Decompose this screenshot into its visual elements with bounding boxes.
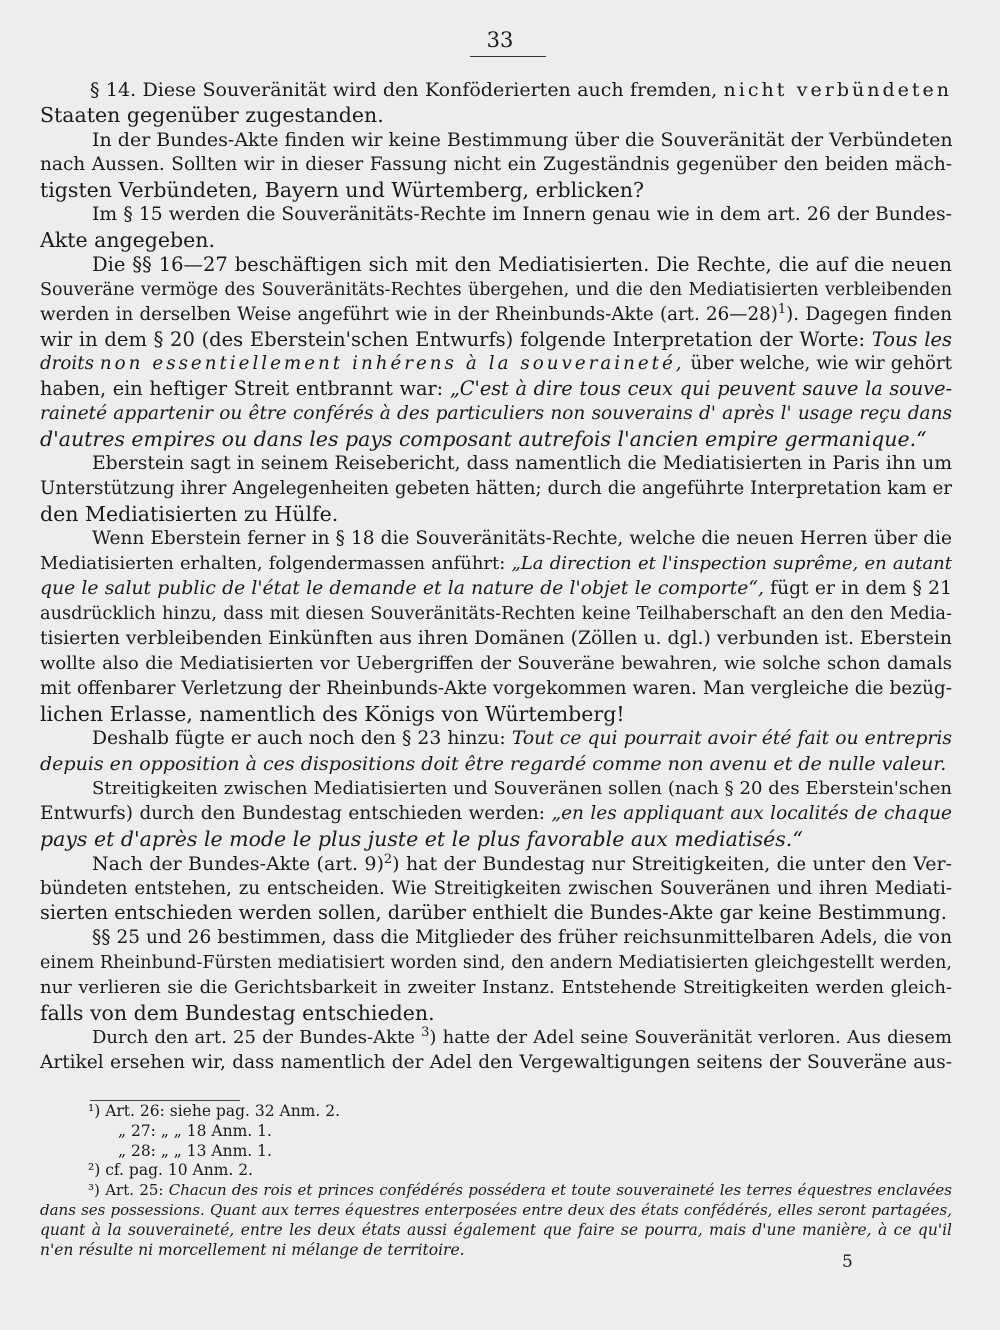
spaced-text: nicht verbündeten [723,79,952,101]
text-run: § 14. Diese Souveränität wird den Konföderierten auch fremden, [90,79,724,101]
paragraph-4-line-1: Die §§ 16—27 beschäftigen sich mit den Mediatisierten. Die Rechte, die auf die neuen [92,252,952,276]
paragraph-2-line-3: tigsten Verbündeten, Bayern und Würtemberg, erblicken? [40,177,644,202]
paragraph-6-line-4: ausdrücklich hinzu, dass mit diesen Souveränitäts-Rechten keine Teilhaberschaft an den den Media- [40,604,952,625]
paragraph-10-line-1: §§ 25 und 26 bestimmen, dass die Mitglieder des früher reichsunmittelbaren Adels, die von [92,927,952,949]
footnote-3-line-3: quant à la souveraineté, entre les deux états aussi également que faire se pourra, mais d'une manière, à ce qu'il [40,1220,952,1239]
paragraph-1-line-2: Staaten gegenüber zugestanden. [40,102,384,127]
footnotes [40,1102,952,1260]
paragraph-2-line-2: nach Aussen. Sollten wir in dieser Fassung nicht ein Zugeständnis gegenüber den beiden mäch- [40,153,952,175]
paragraph-3-line-2: Akte angegeben. [40,227,216,252]
paragraph-6-line-8: lichen Erlasse, namentlich des Königs von Würtemberg! [40,701,625,726]
italic-quote: „C'est à dire tous ceux qui peuvent sauve la souve- [449,377,952,401]
footnote-ref-3: 3 [421,1025,430,1041]
paragraph-11-line-1 [40,1026,952,1051]
paragraph-6-line-3 [40,577,952,602]
paragraph-4-line-8: d'autres empires ou dans les pays composant autrefois l'ancien empire germanique.“ [40,427,927,452]
paragraph-7-line-2: depuis en opposition à ces dispositions doit être regardé comme non avenu et de nulle valeur. [40,752,947,775]
paragraph-4-line-4 [40,328,952,353]
paragraph-9-line-1 [40,852,952,877]
italic-quote: „La direction et l'inspection suprême, en autant [511,553,952,575]
text-run: werden in derselben Weise angeführt wie in der Rheinbunds-Akte (art. 26—28) [40,303,778,325]
footnote-ref-2: 2 [383,851,393,867]
paragraph-5-line-1: Eberstein sagt in seinem Reisebericht, dass namentlich die Mediatisierten in Paris ihn um [92,453,952,475]
page-number: 33 [486,28,514,52]
footnote-1-cont-28: „ 28: „ „ 13 Anm. 1. [118,1141,272,1160]
footnote-1: ¹) Art. 26: siehe pag. 32 Anm. 2. [88,1102,341,1120]
text-run: über welche, wie wir gehört [684,353,952,375]
italic-quote: droits [40,353,100,375]
paragraph-5-line-2: Unterstützung ihrer Angelegenheiten gebeten hätten; durch die angeführte Interpretation kam er [40,478,952,500]
paragraph-3-line-1: Im § 15 werden die Souveränitäts-Rechte im Innern genau wie in dem art. 26 der Bundes- [92,203,952,225]
paragraph-4-line-6 [40,377,952,402]
page-number-rule [470,56,546,57]
paragraph-6-line-2 [40,552,952,577]
italic-quote: Tout ce qui pourrait avoir été fait ou entrepris [511,727,952,749]
paragraph-10-line-4: falls von dem Bundestag entschieden. [40,1001,435,1026]
paragraph-6-line-1: Wenn Eberstein ferner in § 18 die Souveränitäts-Rechte, welche die neuen Herren über die [92,528,952,550]
paragraph-9-line-2: bündeten entstehen, zu entscheiden. Wie Streitigkeiten zwischen Souveränen und ihren Mediati- [40,877,952,899]
italic-quote: Chacun des rois et princes confédérés possédera et toute souveraineté les terres équestres enclavées [168,1181,953,1200]
text-run: Nach der Bundes-Akte (art. 9) [92,852,384,875]
footnote-3-line-1 [40,1181,952,1201]
paragraph-8-line-2 [40,802,952,827]
paragraph-4-line-7: raineté appartenir ou être conférés à des particuliers non souverains d' après l' usage reçu dans [40,403,952,425]
paragraph-11-line-2: Artikel ersehen wir, dass namentlich der Adel den Vergewaltigungen seitens der Souveräne aus- [40,1052,952,1074]
footnote-1-cont-27: „ 27: „ „ 18 Anm. 1. [118,1121,272,1140]
paragraph-10-line-2: einem Rheinbund-Fürsten mediatisiert worden sind, den andern Mediatisierten gleichgestellt werden, [40,953,952,974]
text-run: haben, ein heftiger Streit entbrannt war: [40,377,450,401]
paragraph-2-line-1: In der Bundes-Akte finden wir keine Bestimmung über die Souveränität der Verbündeten [92,128,953,151]
paragraph-1-line-1 [40,78,952,103]
paragraph-4-line-2: Souveräne vermöge des Souveränitäts-Rechtes übergehen, und die den Mediatisierten verbleibenden [40,279,952,300]
footnote-3-line-2: dans ses possessions. Quant aux terres équestres enterposées entre deux des états confédérés, elles seront partagées, [40,1200,952,1219]
paragraph-10-line-3: nur verlieren sie die Gerichtsbarkeit in zweiter Instanz. Entstehende Streitigkeiten werden gleich- [40,977,952,999]
paragraph-6-line-7: mit offenbarer Verletzung der Rheinbunds-Akte vorgekommen waren. Man vergleiche die bezüg- [40,677,952,699]
italic-spaced-quote: non essentiellement inhérens à la souveraineté, [99,353,685,375]
text-run: Entwurfs) durch den Bundestag entschieden werden: [40,802,552,824]
paragraph-9-line-3: sierten entschieden werden sollen, darüber enthielt die Bundes-Akte gar keine Bestimmung. [40,901,947,925]
text-run: wir in dem § 20 (des Eberstein'schen Entwurfs) folgende Interpretation der Worte: [40,327,872,351]
italic-quote: que le salut public de l'état le demande et la nature de l'objet le comporte“, [40,578,764,600]
footnote-2: ²) cf. pag. 10 Anm. 2. [88,1161,254,1180]
text-run: ). Dagegen finden [786,303,952,325]
text-run: fügt er in dem § 21 [763,578,952,600]
sheet-signature: 5 [842,1252,853,1272]
footnote-3-label: ³) Art. 25: [88,1181,169,1200]
paragraph-4-line-5 [40,352,952,377]
paragraph-4-line-3 [40,303,952,328]
text-run: Mediatisierten erhalten, folgendermassen anführt: [40,553,512,575]
footnote-rule [90,1100,240,1101]
text-run: Deshalb fügte er auch noch den § 23 hinzu: [92,727,512,749]
text-run: ) hatte der Adel seine Souveränität verloren. Aus diesem [429,1027,953,1049]
footnote-ref-1: 1 [777,301,787,317]
body-text [40,78,952,1076]
paragraph-6-line-6: wollte also die Mediatisierten vor Uebergriffen der Souveräne bewahren, wie solche schon damals [40,652,952,674]
italic-quote: Tous les [871,327,953,351]
paragraph-8-line-3: pays et d'après le mode le plus juste et le plus favorable aux mediatisés.“ [40,826,803,851]
italic-quote: „en les appliquant aux localités de chaque [551,802,953,824]
paragraph-5-line-3: den Mediatisierten zu Hülfe. [40,502,339,527]
paragraph-8-line-1: Streitigkeiten zwischen Mediatisierten und Souveränen sollen (nach § 20 des Eberstein'schen [92,777,952,799]
text-run: Durch den art. 25 der Bundes-Akte [92,1027,422,1049]
paragraph-6-line-5: tisierten verbleibenden Einkünften aus ihren Domänen (Zöllen u. dgl.) verbunden ist. Eberstein [40,627,952,649]
text-run: ) hat der Bundestag nur Streitigkeiten, die unter den Ver- [392,852,952,875]
footnote-3-line-4: n'en résulte ni morcellement ni mélange de territoire. [40,1240,465,1259]
paragraph-7-line-1 [40,727,952,752]
